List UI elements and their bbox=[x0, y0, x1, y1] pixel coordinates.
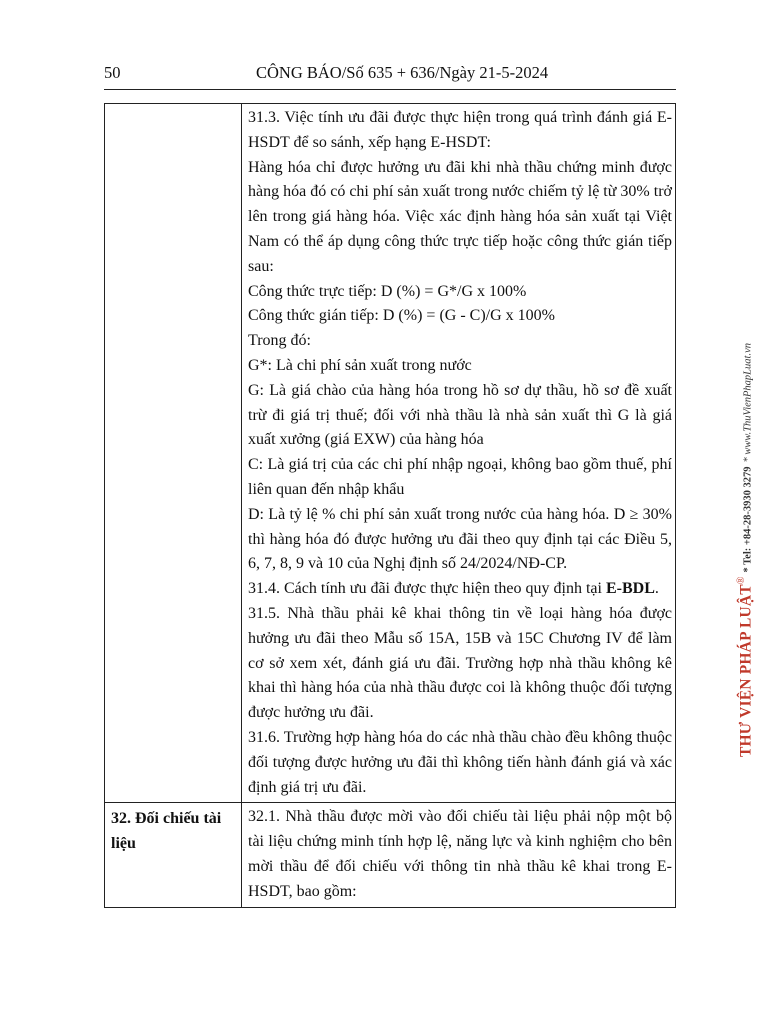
paragraph-32-1: 32.1. Nhà thầu được mời vào đối chiếu tài liệu phải nộp một bộ tài liệu chứng minh tính hợp lệ, năng lực và kinh nghiệm cho bên mời thầu để đối chiếu với thông tin nhà thầu kê khai trong E-HSDT, bao gồm: bbox=[248, 808, 672, 900]
formula-indirect: Công thức gián tiếp: D (%) = (G - C)/G x 100% bbox=[248, 307, 555, 325]
definition-g: G: Là giá chào của hàng hóa trong hồ sơ dự thầu, hồ sơ đề xuất trừ đi giá trị thuế; đối với nhà thầu là nhà sản xuất thì G là giá xuất xưởng (giá EXW) của hàng hóa bbox=[248, 381, 672, 449]
watermark-phone: * Tel: +84-28-3930 3279 bbox=[742, 466, 754, 573]
watermark-brand: THƯ VIỆN PHÁP LUẬT bbox=[737, 584, 755, 757]
definition-c: C: Là giá trị của các chi phí nhập ngoại, không bao gồm thuế, phí liên quan đến nhập khẩu bbox=[248, 456, 672, 498]
header-divider bbox=[104, 89, 676, 90]
section-body-cell bbox=[242, 104, 676, 803]
formula-direct: Công thức trực tiếp: D (%) = G*/G x 100% bbox=[248, 282, 527, 300]
paragraph-31-4-text: 31.4. Cách tính ưu đãi được thực hiện theo quy định tại bbox=[248, 580, 606, 598]
paragraph-31-4 bbox=[248, 577, 672, 602]
gazette-title: CÔNG BÁO/Số 635 + 636/Ngày 21-5-2024 bbox=[256, 63, 549, 82]
table-row bbox=[105, 104, 676, 803]
side-watermark bbox=[736, 343, 755, 757]
paragraph-31-5: 31.5. Nhà thầu phải kê khai thông tin về loại hàng hóa được hưởng ưu đãi theo Mẫu số 15A, 15B và 15C Chương IV để làm cơ sở xem xét, đánh giá ưu đãi. Trường hợp nhà thầu không kê khai thì hàng hóa của nhà thầu được coi là không thuộc đối tượng được hưởng ưu đãi. bbox=[248, 604, 672, 722]
where-label: Trong đó: bbox=[248, 332, 311, 350]
paragraph-31-3: 31.3. Việc tính ưu đãi được thực hiện trong quá trình đánh giá E-HSDT để so sánh, xếp hạng E-HSDT: bbox=[248, 109, 672, 151]
paragraph-31-6: 31.6. Trường hợp hàng hóa do các nhà thầu chào đều không thuộc đối tượng được hưởng ưu đãi thì không tiến hành đánh giá và xác định giá trị ưu đãi. bbox=[248, 728, 672, 796]
regulation-table bbox=[104, 103, 676, 908]
page-number: 50 bbox=[104, 63, 121, 82]
watermark-url: * www.ThuVienPhapLuat.vn bbox=[742, 343, 754, 463]
section-body-cell bbox=[242, 803, 676, 907]
paragraph-31-4-end: . bbox=[654, 580, 659, 598]
section-heading-32: 32. Đối chiếu tài liệu bbox=[105, 803, 242, 907]
definition-g-star: G*: Là chi phí sản xuất trong nước bbox=[248, 356, 472, 374]
e-bdl-reference: E-BDL bbox=[605, 580, 655, 598]
paragraph-preference-condition: Hàng hóa chỉ được hưởng ưu đãi khi nhà thầu chứng minh được hàng hóa đó có chi phí sản xuất trong nước chiếm tỷ lệ từ 30% trở lên trong giá hàng hóa. Việc xác định hàng hóa sản xuất tại Việt Nam có thể áp dụng công thức trực tiếp hoặc công thức gián tiếp sau: bbox=[248, 158, 672, 275]
definition-d: D: Là tỷ lệ % chi phí sản xuất trong nước của hàng hóa. D ≥ 30% thì hàng hóa đó được hưởng ưu đãi theo quy định tại các Điều 5, 6, 7, 8, 9 và 10 của Nghị định số 24/2024/NĐ-CP. bbox=[248, 505, 672, 573]
registered-mark: ® bbox=[736, 576, 747, 585]
section-heading-cell bbox=[105, 104, 242, 803]
table-row bbox=[105, 803, 676, 907]
